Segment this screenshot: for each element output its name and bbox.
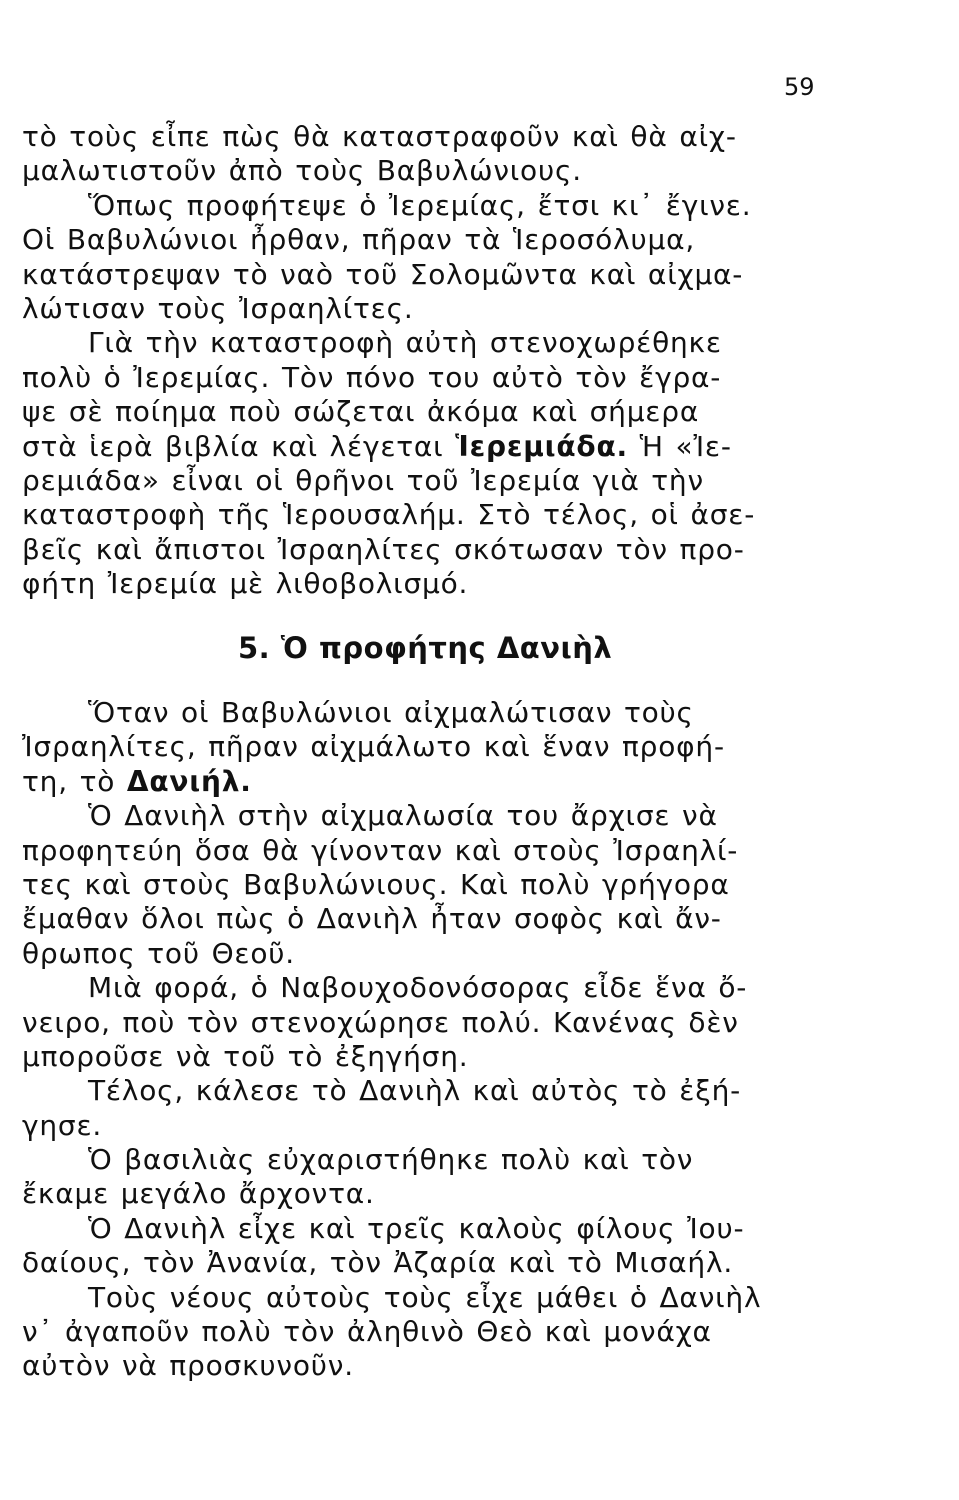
text-line: προφητεύη ὅσα θὰ γίνονταν καὶ στοὺς Ἰσραηλί- — [22, 833, 739, 867]
text-line: μαλωτιστοῦν ἀπὸ τοὺς Βαβυλώνιους. — [22, 154, 582, 188]
text-line: αὐτὸν νὰ προσκυνοῦν. — [22, 1349, 354, 1383]
text-line: τες καὶ στοὺς Βαβυλώνιους. Καὶ πολὺ γρήγορα — [22, 867, 730, 901]
text-line: δαίους, τὸν Ἀνανία, τὸν Ἀζαρία καὶ τὸ Μισαήλ. — [22, 1246, 734, 1280]
text-line: νειρο, ποὺ τὸν στενοχώρησε πολύ. Κανένας δὲν — [22, 1005, 739, 1039]
text-line: Τέλος, κάλεσε τὸ Δανιὴλ καὶ αὐτὸς τὸ ἐξή- — [88, 1074, 742, 1108]
text-line: Ὁ βασιλιὰς εὐχαριστήθηκε πολὺ καὶ τὸν — [88, 1143, 694, 1177]
text-line: ἔκαμε μεγάλο ἄρχοντα. — [22, 1177, 375, 1211]
text-line: θρωπος τοῦ Θεοῦ. — [22, 936, 295, 970]
text-line: Τοὺς νέους αὐτοὺς τοὺς εἶχε μάθει ὁ Δανιὴλ — [88, 1280, 762, 1314]
text-line: ἔμαθαν ὅλοι πὼς ὁ Δανιὴλ ἦταν σοφὸς καὶ ἄν- — [22, 902, 722, 936]
text-line: ρεμιάδα» εἶναι οἱ θρῆνοι τοῦ Ἰερεμία γιὰ τὴν — [22, 463, 704, 497]
page-number: 59 — [784, 73, 815, 101]
text-line: καταστροφὴ τῆς Ἱερουσαλήμ. Στὸ τέλος, οἱ ἀσε- — [22, 498, 756, 532]
text-segment: στὰ ἱερὰ βιβλία καὶ λέγεται — [22, 429, 456, 463]
text-segment: τη, τὸ — [22, 764, 127, 798]
text-line: λώτισαν τοὺς Ἰσραηλίτες. — [22, 291, 414, 325]
emphasized-term: Ἱερεμιάδα. — [455, 429, 628, 463]
text-line: Οἱ Βαβυλώνιοι ἦρθαν, πῆραν τὰ Ἱεροσόλυμα, — [22, 223, 696, 257]
text-line — [22, 765, 832, 799]
text-line: Ὅταν οἱ Βαβυλώνιοι αἰχμαλώτισαν τοὺς — [88, 696, 694, 729]
text-line: ν᾽ ἀγαποῦν πολὺ τὸν ἀληθινὸ Θεὸ καὶ μονάχα — [22, 1315, 712, 1349]
text-line: βεῖς καὶ ἄπιστοι Ἰσραηλίτες σκότωσαν τὸν προ- — [22, 532, 745, 566]
text-block-daniel — [22, 696, 832, 1384]
text-line: γησε. — [22, 1108, 103, 1142]
text-line: Γιὰ τὴν καταστροφὴ αὐτὴ στενοχωρέθηκε — [88, 326, 722, 360]
text-line: Ὁ Δανιὴλ στὴν αἰχμαλωσία του ἄρχισε νὰ — [88, 799, 718, 833]
emphasized-term: Δανιήλ. — [126, 764, 252, 798]
text-line: Ὁ Δανιὴλ εἶχε καὶ τρεῖς καλοὺς φίλους Ἰου- — [88, 1211, 745, 1245]
text-line: τὸ τοὺς εἶπε πὼς θὰ καταστραφοῦν καὶ θὰ αἰχ- — [22, 120, 737, 153]
text-line: ψε σὲ ποίημα ποὺ σώζεται ἀκόμα καὶ σήμερα — [22, 395, 700, 429]
text-line: κατάστρεψαν τὸ ναὸ τοῦ Σολομῶντα καὶ αἰχμα- — [22, 257, 744, 291]
text-segment: Ἡ «Ἰε- — [627, 429, 732, 463]
text-line: μποροῦσε νὰ τοῦ τὸ ἐξηγήση. — [22, 1039, 469, 1073]
text-line: πολὺ ὁ Ἰερεμίας. Τὸν πόνο του αὐτὸ τὸν ἔγρα- — [22, 360, 722, 394]
section-heading: 5. Ὁ προφήτης Δανιὴλ — [238, 631, 613, 665]
text-line: Μιὰ φορά, ὁ Ναβουχοδονόσορας εἶδε ἕνα ὄ- — [88, 971, 748, 1005]
text-line: φήτη Ἰερεμία μὲ λιθοβολισμό. — [22, 567, 469, 601]
text-line — [22, 430, 832, 464]
text-block-jeremiah — [22, 120, 832, 601]
text-line: Ἰσραηλίτες, πῆραν αἰχμάλωτο καὶ ἕναν προφή- — [22, 730, 725, 764]
text-line: Ὅπως προφήτεψε ὁ Ἰερεμίας, ἔτσι κι᾽ ἔγινε. — [88, 188, 752, 222]
